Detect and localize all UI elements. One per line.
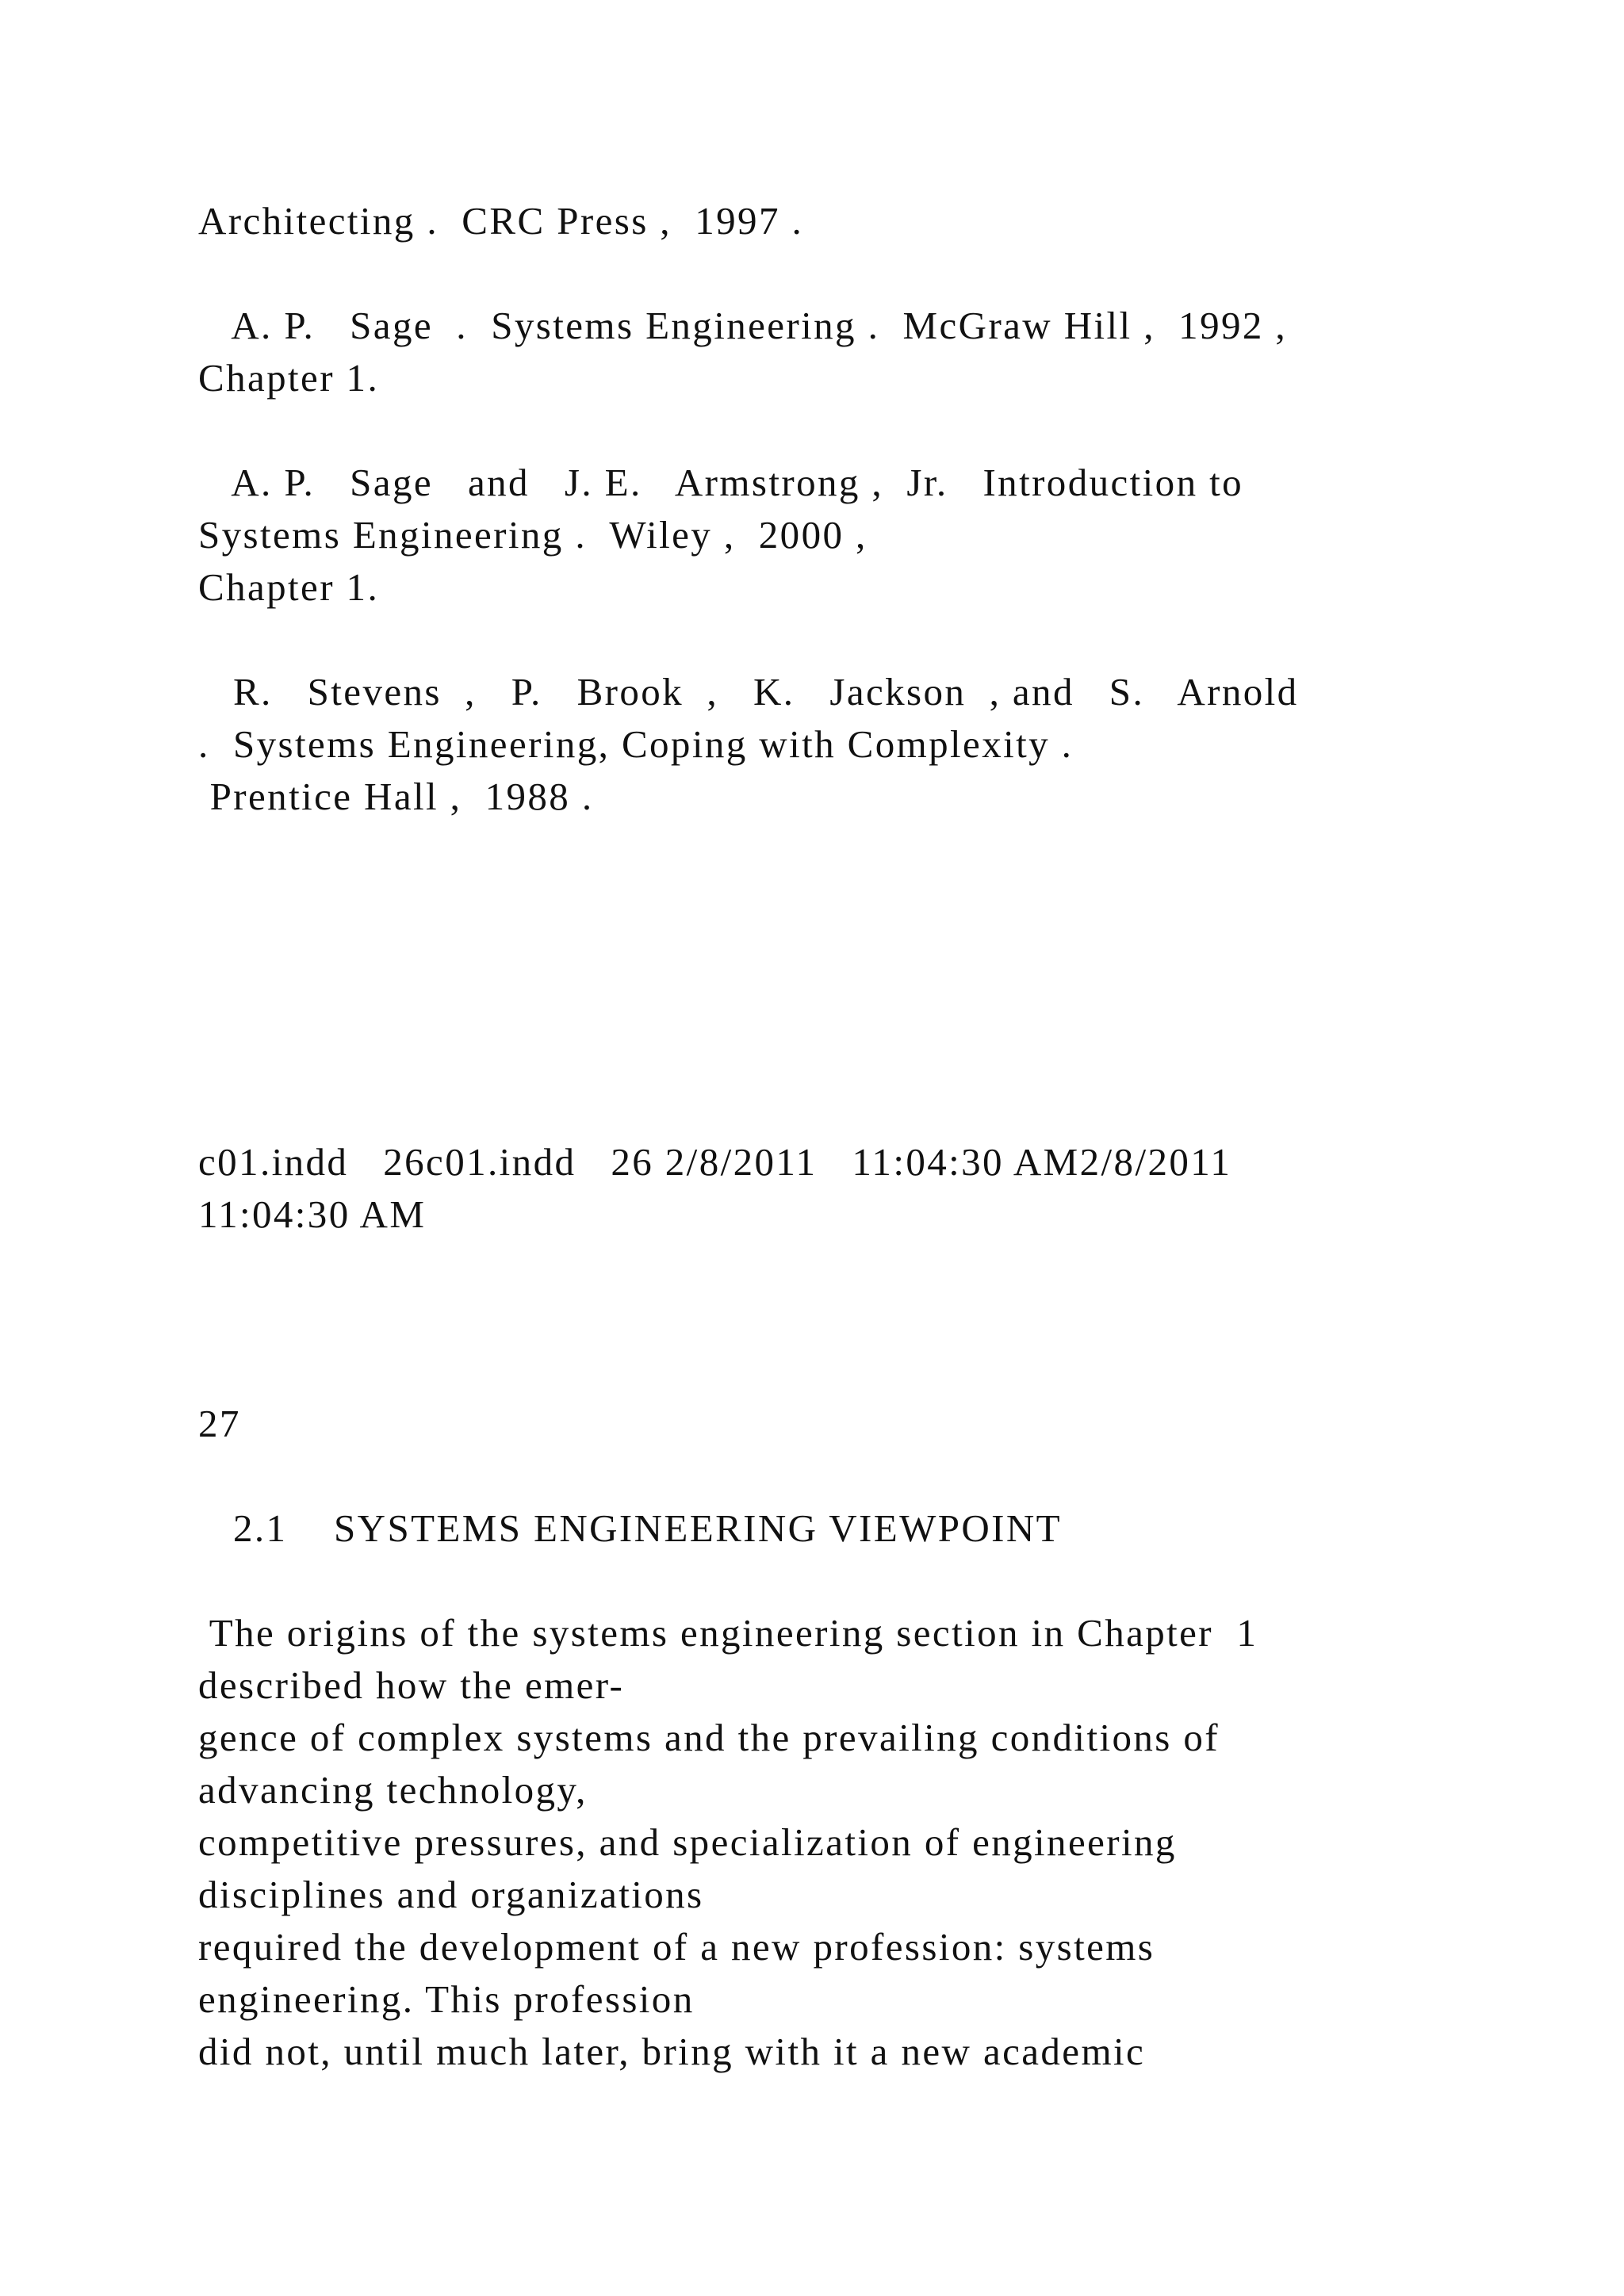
body-line: The origins of the systems engineering section in Chapter 1 [198,1611,1258,1655]
print-slug-line-2: 11:04:30 AM [198,1192,427,1236]
page-number: 27 [198,1402,241,1445]
body-line: required the development of a new profession: systems [198,1925,1155,1969]
section-heading: 2.1 SYSTEMS ENGINEERING VIEWPOINT [198,1506,1062,1550]
reference-4-line-1: R. Stevens , P. Brook , K. Jackson , and S. Arnold [198,670,1299,714]
body-line: advancing technology, [198,1768,588,1812]
reference-3-line-2: Systems Engineering . Wiley , 2000 , [198,513,868,557]
reference-3-line-1: A. P. Sage and J. E. Armstrong , Jr. Introduction to [198,461,1244,504]
body-line: engineering. This profession [198,1977,695,2021]
body-line: competitive pressures, and specialization of engineering [198,1820,1177,1864]
reference-1-tail: Architecting . CRC Press , 1997 . [198,199,804,243]
reference-2-line-2: Chapter 1. [198,356,380,400]
reference-2-line-1: A. P. Sage . Systems Engineering . McGraw Hill , 1992 , [198,304,1288,347]
reference-4-line-2: . Systems Engineering, Coping with Complexity . [198,722,1074,766]
body-line: gence of complex systems and the prevailing conditions of [198,1716,1220,1759]
print-slug-line-1: c01.indd 26c01.indd 26 2/8/2011 11:04:30 AM2/8/2011 [198,1140,1232,1184]
body-line: described how the emer- [198,1663,625,1707]
body-line: disciplines and organizations [198,1873,704,1916]
reference-4-line-3: Prentice Hall , 1988 . [198,775,594,818]
body-line: did not, until much later, bring with it a new academic [198,2030,1146,2073]
reference-3-line-3: Chapter 1. [198,565,380,609]
